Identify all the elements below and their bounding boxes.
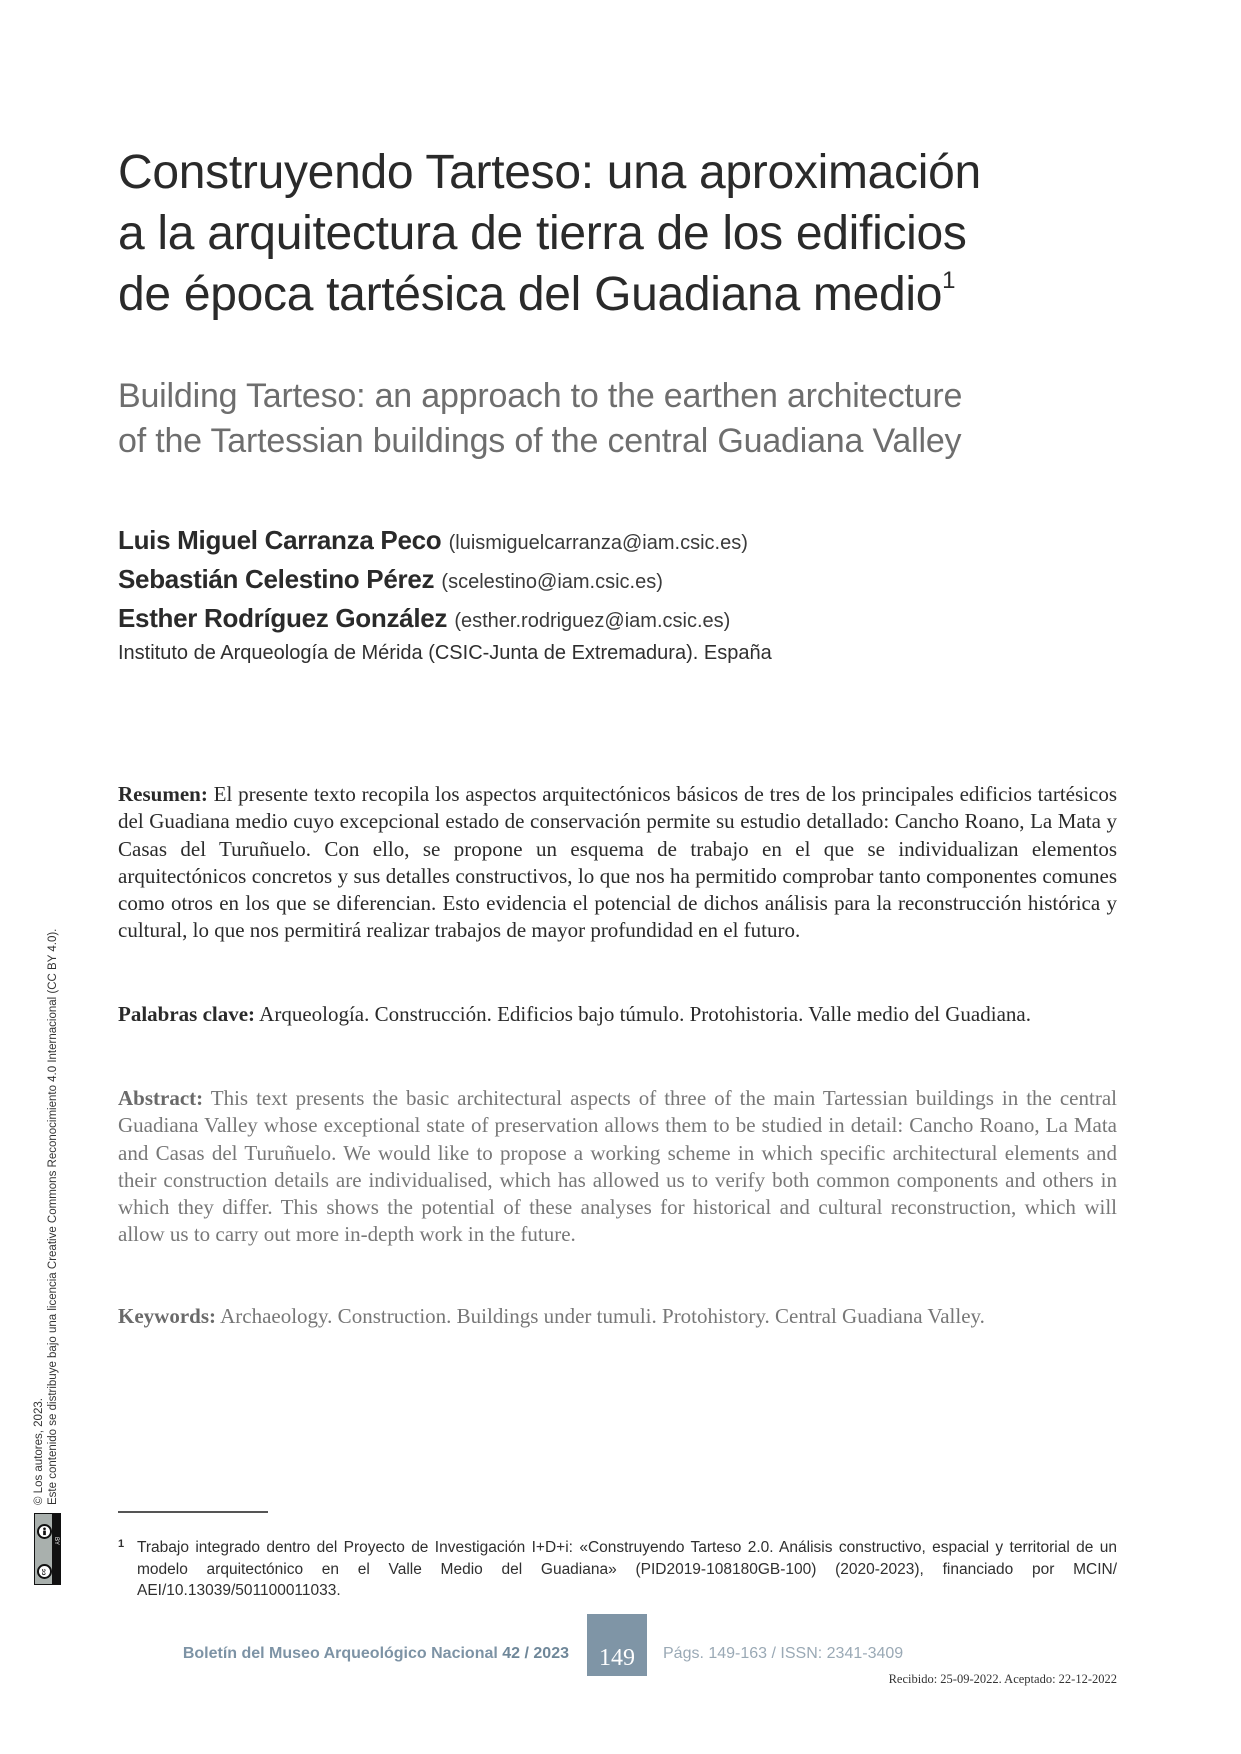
author-name: Luis Miguel Carranza Peco	[118, 525, 442, 555]
footnote-text: Trabajo integrado dentro del Proyecto de Investigación I+D+i: «Construyendo Tarteso 2.0. Análisis constructivo, espacial y territorial de un modelo arquitectónico en el Valle Medio del Guadiana» (PID2019-108180GB-100) (2020-2023), financiado por MCIN/ AEI/10.13039/501100011033.	[137, 1539, 1117, 1599]
subtitle-line: Building Tarteso: an approach to the earthen architecture	[118, 377, 963, 415]
palabras-clave-label: Palabras clave:	[118, 1002, 256, 1026]
article-subtitle-english	[118, 374, 1118, 464]
person-glyph-icon	[40, 1527, 49, 1536]
footnote-divider	[118, 1511, 268, 1513]
author-list	[118, 522, 1118, 667]
title-line: a la arquitectura de tierra de los edificios	[118, 207, 967, 260]
author-entry	[118, 600, 1118, 639]
footer-received-accepted-dates: Recibido: 25-09-2022. Aceptado: 22-12-2022	[888, 1672, 1117, 1686]
by-strip	[52, 1514, 60, 1584]
keywords-text: Archaeology. Construction. Buildings under tumuli. Protohistory. Central Guadiana Valley.	[216, 1304, 985, 1328]
subtitle-line: of the Tartessian buildings of the central Guadiana Valley	[118, 422, 962, 460]
keywords-label: Keywords:	[118, 1304, 216, 1328]
footnote	[118, 1537, 1117, 1602]
title-line: de época tartésica del Guadiana medio	[118, 268, 943, 321]
by-label: BY	[53, 1536, 60, 1546]
resumen-paragraph	[118, 781, 1117, 945]
cc-icon-label: cc	[41, 1568, 48, 1575]
abstract-text: This text presents the basic architectural aspects of three of the main Tartessian buildings in the central Guadiana Valley whose exceptional state of preservation allows them to be studied in detail: Cancho Roano, La Mata and Casas del Turuñuelo. We would like to propose a working scheme in which specific architectural elements and their construction details are individualised, which has allowed us to verify both common components and others in which they differ. This shows the potential of these analyses for historical and cultural reconstruction, which will allow us to carry out more in-depth work in the future.	[118, 1086, 1117, 1247]
resumen-text: El presente texto recopila los aspectos arquitectónicos básicos de tres de los principales edificios tartésicos del Guadiana medio cuyo excepcional estado de conservación permite su estudio detallado: Cancho Roano, La Mata y Casas del Turuñuelo. Con ello, se propone un esquema de trabajo en el que se individualizan elementos arquitectónicos concretos y sus detalles constructivos, lo que nos ha permitido comprobar tanto componentes comunes como otros en los que se diferencian. Esto evidencia el potencial de dichos análisis para la reconstrucción histórica y cultural, lo que nos permitirá realizar trabajos de mayor profundidad en el futuro.	[118, 782, 1117, 943]
article-title	[118, 142, 1118, 325]
author-email[interactable]: (luismiguelcarranza@iam.csic.es)	[448, 532, 748, 554]
footnote-mark: 1	[118, 1538, 125, 1550]
journal-issue: 42 / 2023	[502, 1645, 569, 1662]
abstract-paragraph	[118, 1085, 1117, 1249]
license-statement	[32, 929, 60, 1505]
author-entry	[118, 522, 1118, 561]
abstract-label: Abstract:	[118, 1086, 204, 1110]
creative-commons-icon	[37, 1564, 52, 1579]
footer-pages-issn: Págs. 149-163 / ISSN: 2341-3409	[663, 1645, 904, 1662]
author-entry	[118, 561, 1118, 600]
author-name: Sebastián Celestino Pérez	[118, 564, 435, 594]
journal-title: Boletín del Museo Arqueológico Nacional	[182, 1645, 498, 1662]
author-email[interactable]: (scelestino@iam.csic.es)	[441, 571, 663, 593]
cc-by-license-badge[interactable]	[34, 1513, 61, 1585]
footer-journal-name	[183, 1645, 569, 1663]
copyright-line: © Los autores, 2023.	[33, 1398, 45, 1505]
title-line: Construyendo Tarteso: una aproximación	[118, 146, 981, 199]
title-footnote-ref[interactable]: 1	[942, 267, 956, 294]
page-number: 149	[599, 1645, 635, 1671]
author-affiliation: Instituto de Arqueología de Mérida (CSIC-Junta de Extremadura). España	[118, 642, 772, 664]
palabras-clave-paragraph	[118, 1001, 1117, 1028]
license-line: Este contenido se distribuye bajo una licencia Creative Commons Reconocimiento 4.0 Internacional (CC BY 4.0).	[47, 928, 59, 1505]
attribution-person-icon	[37, 1524, 52, 1539]
resumen-label: Resumen:	[118, 782, 208, 806]
keywords-paragraph	[118, 1303, 1117, 1330]
palabras-clave-text: Arqueología. Construcción. Edificios bajo túmulo. Protohistoria. Valle medio del Guadiana.	[255, 1002, 1031, 1026]
author-email[interactable]: (esther.rodriguez@iam.csic.es)	[454, 610, 731, 632]
page-number-box	[587, 1614, 647, 1676]
author-name: Esther Rodríguez González	[118, 603, 448, 633]
